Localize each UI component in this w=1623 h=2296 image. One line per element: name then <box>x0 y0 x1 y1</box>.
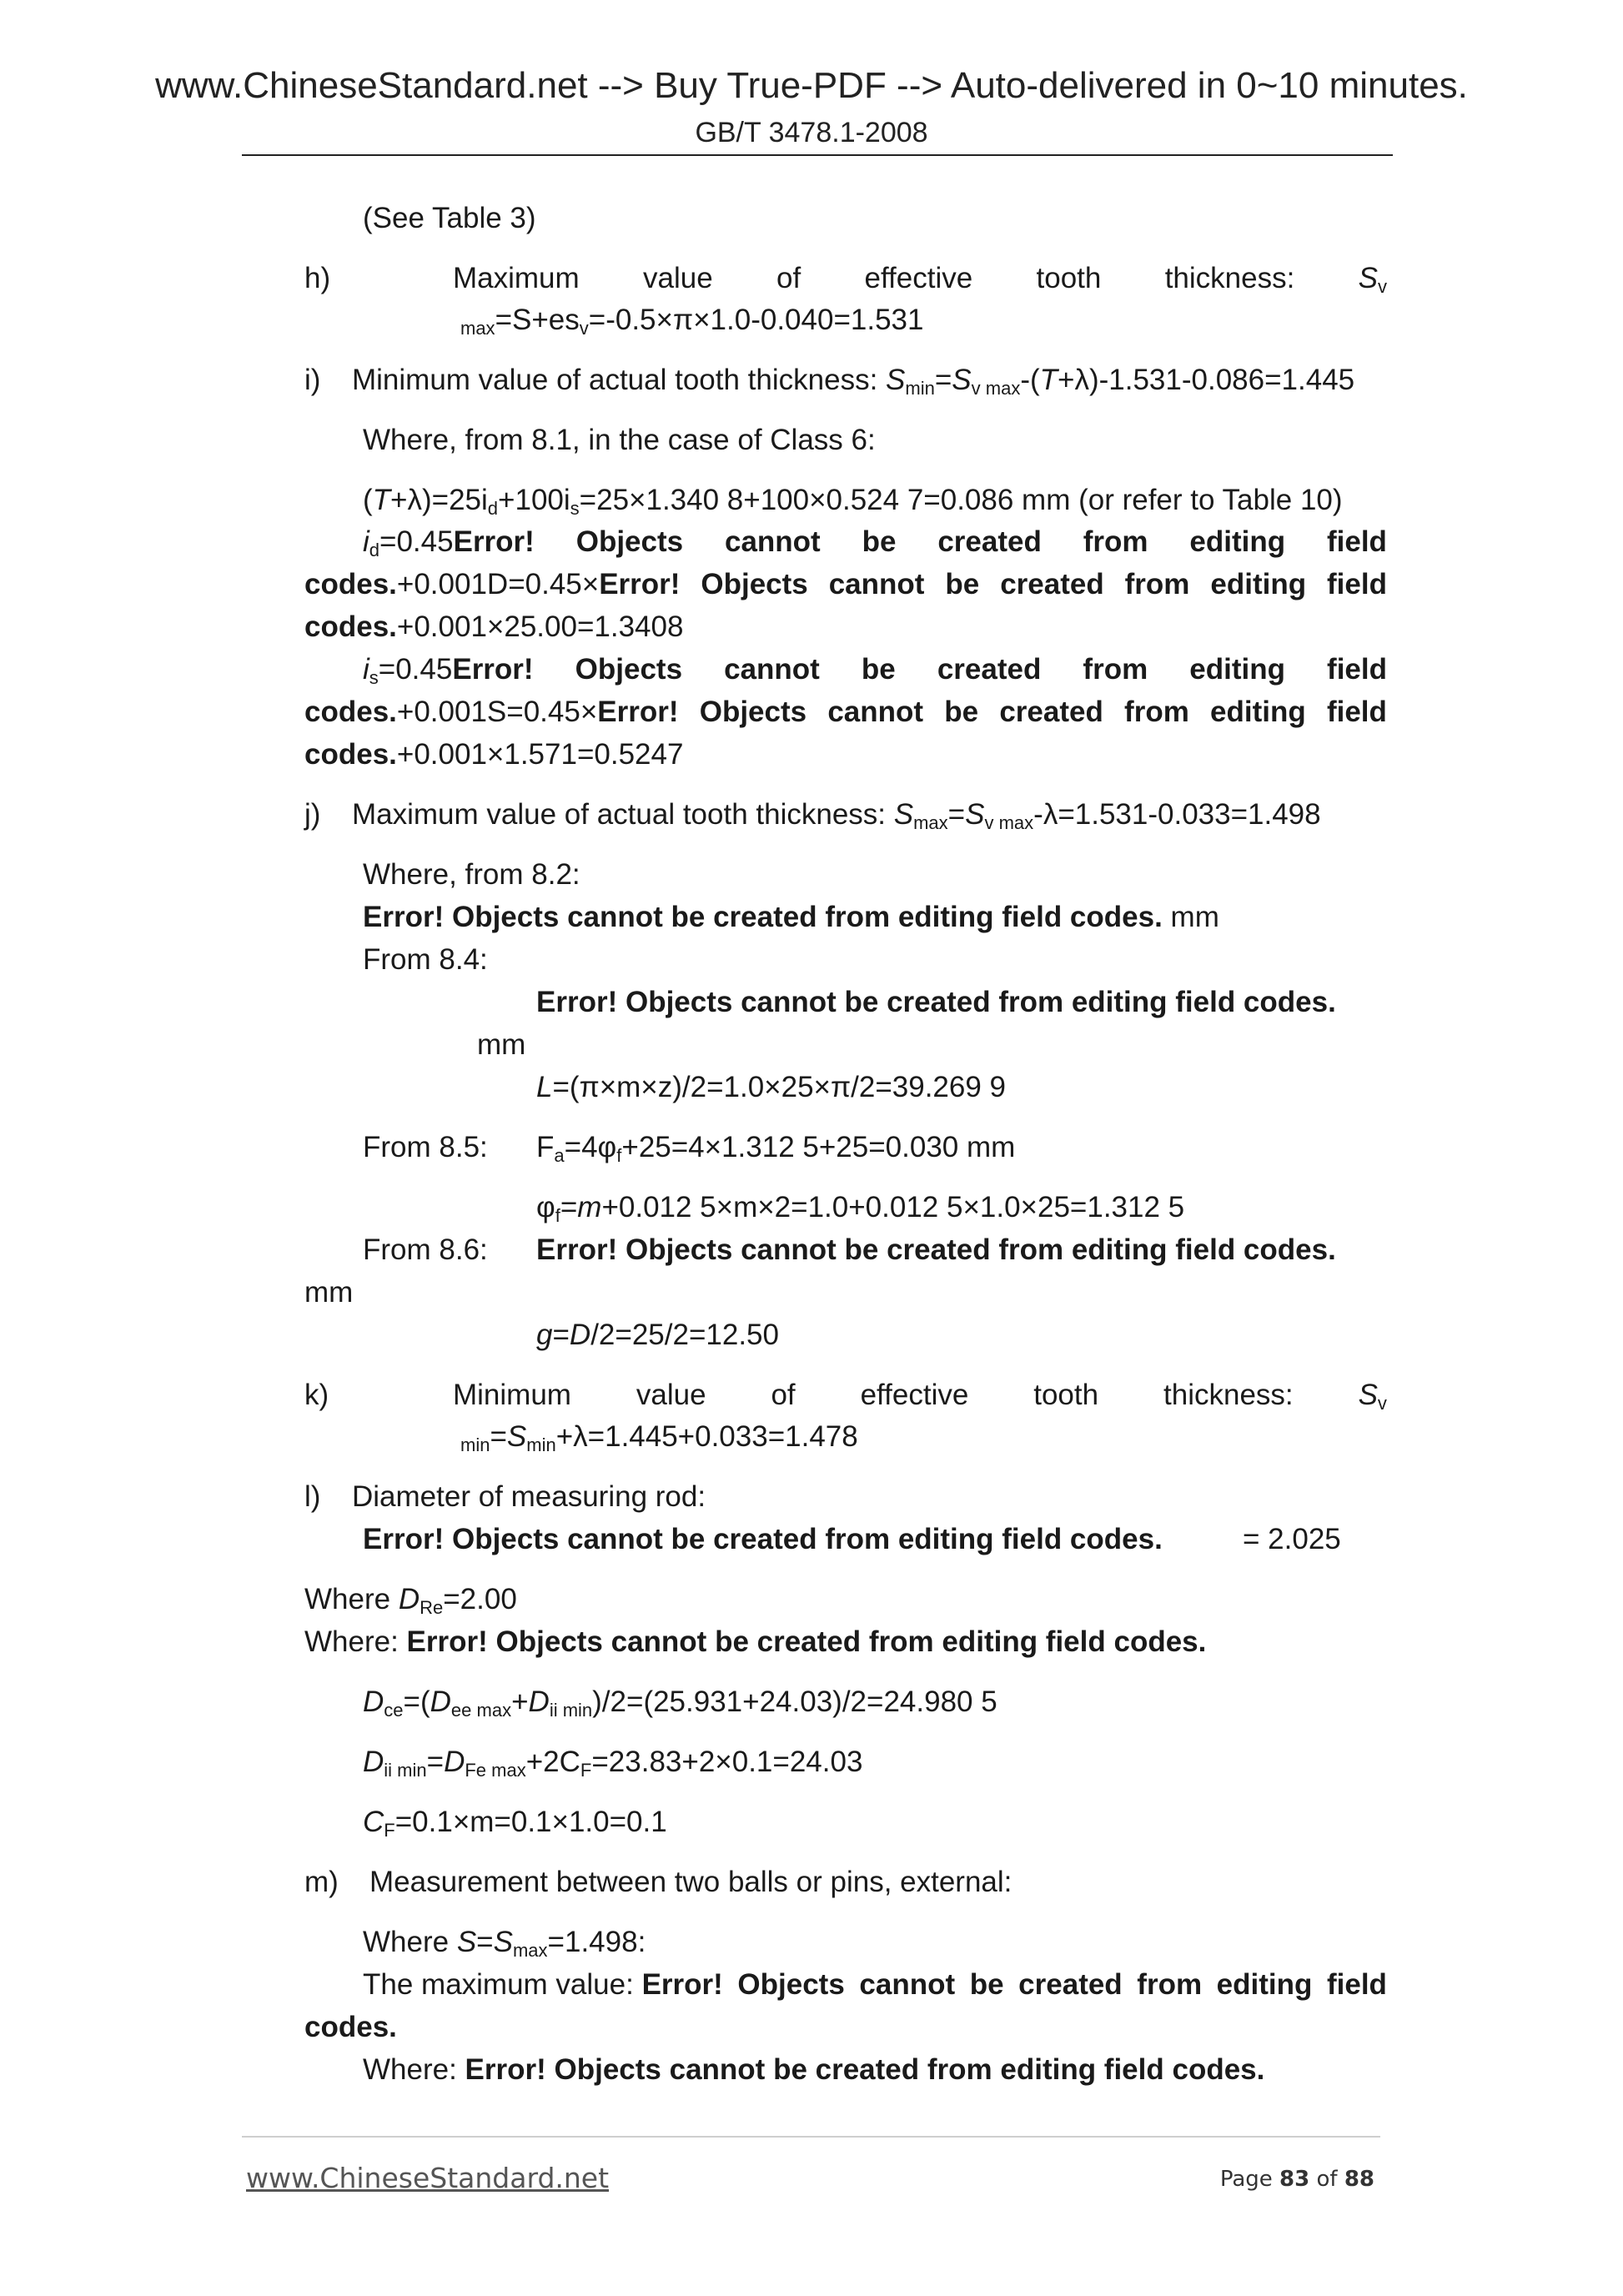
header-divider <box>242 154 1393 156</box>
footer-link[interactable]: www.ChineseStandard.net <box>246 2162 610 2194</box>
item-k-formula: $_{min}=S_{min}+\lambda=1.445+0.033=1.478$ <box>460 1420 858 1455</box>
item-m-text: Measurement between two balls or pins, external: <box>369 1866 1012 1898</box>
cf-formula: $C_F=0.1\times m=0.1\times 1.0=0.1$ <box>363 1806 667 1841</box>
t-lambda-formula: $(T+\lambda)=25i_d+100i_s=25\times 1.340$ 8+100×0.524 7=0.086 mm (or refer to Table 10) <box>363 484 1343 519</box>
mm-8-4: mm <box>477 1028 526 1061</box>
error-line-8-4: Error! Objects cannot be created from editing field codes. <box>536 986 1336 1018</box>
where-S: Where $S=S_{max}=1.498$: <box>363 1926 646 1961</box>
is-formula-line2: codes.+0.001S=0.45×Error! Objects cannot be created from editing field <box>304 696 1387 728</box>
id-formula-line1: $i_d=0.45Error$! Objects cannot be created from editing field <box>363 525 1387 560</box>
L-formula: L=(π×m×z)/2=1.0×25×π/2=39.269 9 <box>536 1071 1007 1103</box>
from-8-2: Where, from 8.2: <box>363 858 580 891</box>
item-l-label: l) <box>304 1480 321 1513</box>
item-j-line: Maximum value of actual tooth thickness: $S_{max}=S_{v max}-\lambda=1.531-0.033=1.498$ <box>352 798 1321 833</box>
max-value-line2: codes. <box>304 2011 397 2043</box>
class6-note: Where, from 8.1, in the case of Class 6: <box>363 424 876 456</box>
item-h-line: Maximum value of effective tooth thickness: $S_v$ <box>453 262 1387 297</box>
phi-formula: $\varphi_f=m+0.012$ 5×m×2=1.0+0.012 5×1.0×25=1.312 5 <box>536 1191 1185 1226</box>
item-m-label: m) <box>304 1866 339 1898</box>
is-formula-line3: codes.+0.001×1.571=0.5247 <box>304 738 684 771</box>
from-8-4: From 8.4: <box>363 943 488 976</box>
page-number: Page 83 of 88 <box>1219 2167 1374 2192</box>
where-dre: Where $D_{Re}=2.00$ <box>304 1583 517 1618</box>
standard-number: GB/T 3478.1-2008 <box>695 117 928 148</box>
where-error-2: Where: Error! Objects cannot be created from editing field codes. <box>363 2053 1265 2086</box>
is-formula-line1: $i_s=0.45Error$! Objects cannot be created from editing field <box>363 653 1387 688</box>
dii-formula: $D_{ii min}=D_{Fe max}+2C_F=23.83+2\times 0.1=24.03$ <box>363 1746 863 1781</box>
item-k-label: k) <box>304 1379 329 1411</box>
item-i-label: i) <box>304 364 321 396</box>
header-title: www.ChineseStandard.net --> Buy True-PDF --> Auto-delivered in 0~10 minutes. <box>155 65 1468 106</box>
g-formula: g=D/2=25/2=12.50 <box>536 1319 779 1351</box>
id-formula-line3: codes.+0.001×25.00=1.3408 <box>304 610 684 643</box>
item-i-line: Minimum value of actual tooth thickness: $S_{min}=S_{v max}-(T+\lambda)-1.531-0.086=1.445$ <box>352 364 1355 399</box>
item-j-label: j) <box>304 798 321 831</box>
error-line-rod: Error! Objects cannot be created from editing field codes. <box>363 1523 1163 1555</box>
item-l-text: Diameter of measuring rod: <box>352 1480 706 1513</box>
from-8-5: From 8.5: <box>363 1131 488 1163</box>
footer-divider <box>242 2136 1380 2138</box>
error-line-8-2: Error! Objects cannot be created from editing field codes. mm <box>363 901 1219 933</box>
item-h-formula: $_{max}=S+es_v=-0.5\times\pi\times 1.0-0.040=1.531$ <box>460 304 924 339</box>
rod-result: = 2.025 <box>1243 1523 1341 1555</box>
item-k-line: Minimum value of effective tooth thickness: $S_v$ <box>453 1379 1387 1414</box>
where-error: Where: Error! Objects cannot be created from editing field codes. <box>304 1625 1207 1658</box>
item-h-label: h) <box>304 262 331 294</box>
id-formula-line2: codes.+0.001D=0.45×Error! Objects cannot be created from editing field <box>304 568 1387 600</box>
error-line-8-6: Error! Objects cannot be created from editing field codes. <box>536 1233 1336 1266</box>
mm-8-6: mm <box>304 1276 354 1309</box>
Fa-formula: $F_a=4\varphi_f+25=4\times 1.312$ 5+25=0.030 mm <box>536 1131 1016 1166</box>
max-value-line1: The maximum value: Error! Objects cannot be created from editing field <box>363 1968 1387 2001</box>
from-8-6: From 8.6: <box>363 1233 488 1266</box>
see-table-3: (See Table 3) <box>363 202 536 234</box>
dce-formula: $D_{ce}=(D_{ee max}+D_{ii min})/2=(25.931+24.03)/2=24.980$ 5 <box>363 1686 997 1721</box>
